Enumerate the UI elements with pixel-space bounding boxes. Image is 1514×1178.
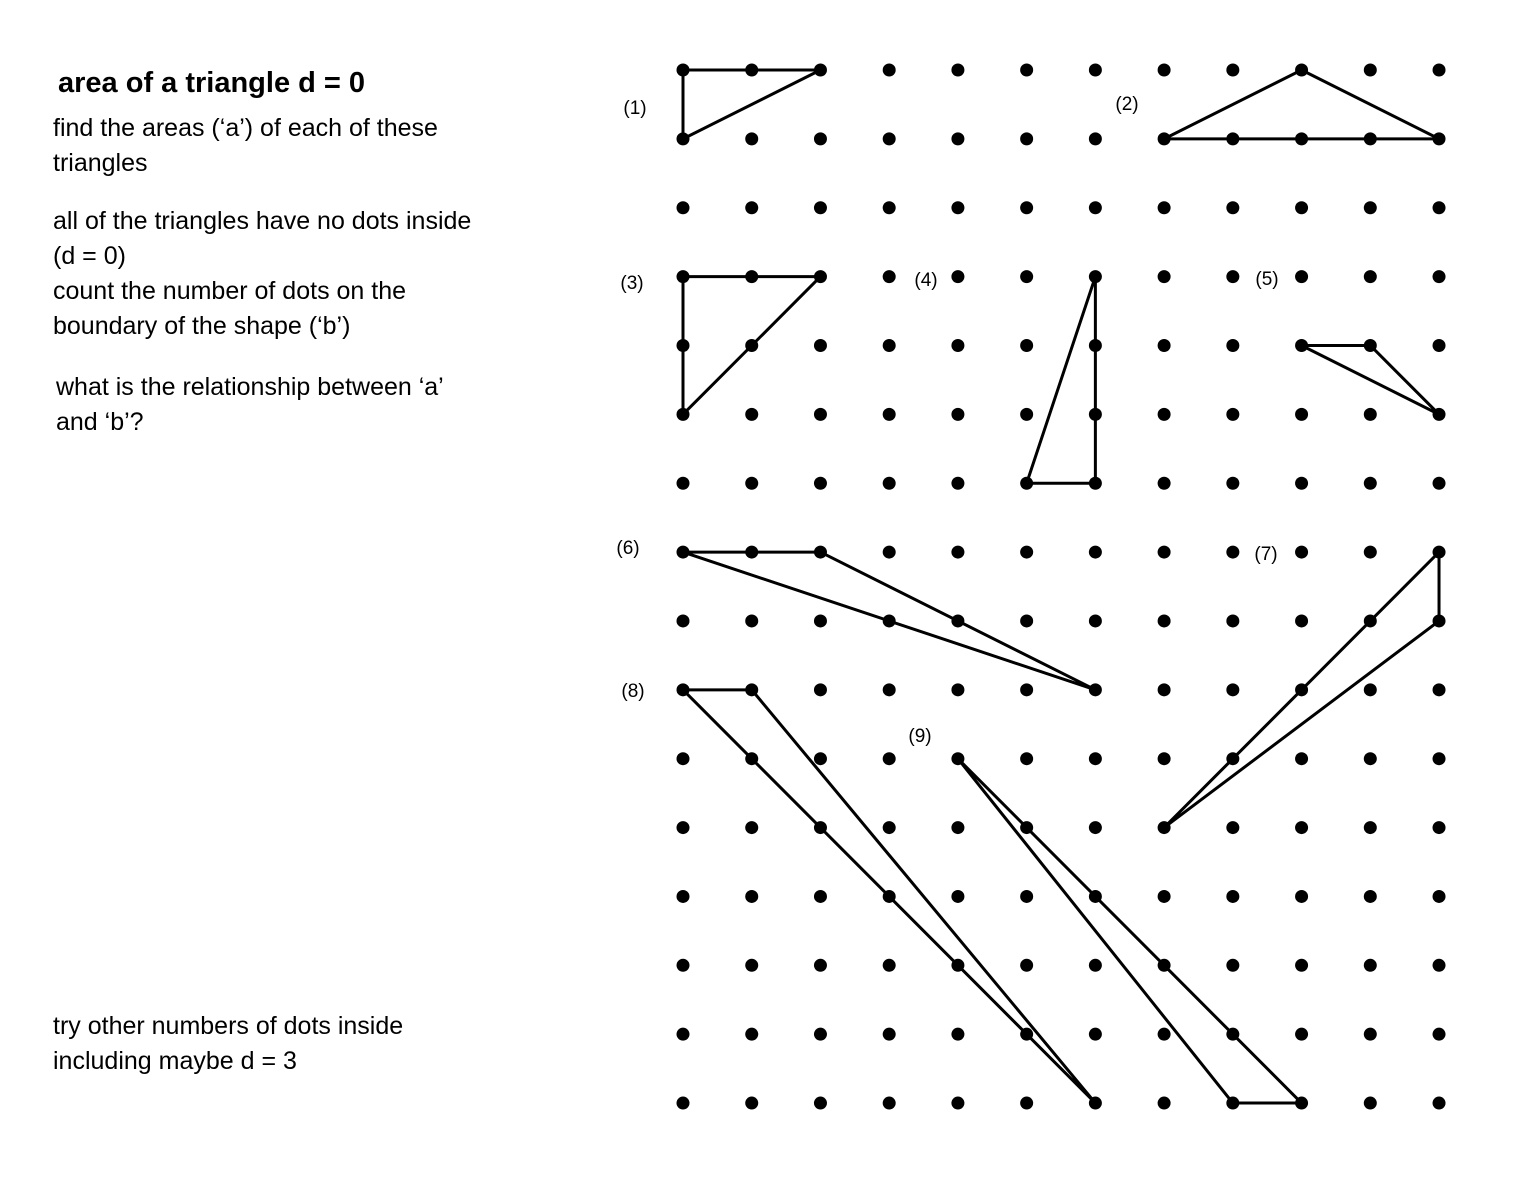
- grid-dot: [745, 890, 758, 903]
- grid-dot: [1433, 959, 1446, 972]
- grid-dot: [1089, 1097, 1102, 1110]
- grid-dot: [1089, 339, 1102, 352]
- grid-dot: [1089, 408, 1102, 421]
- grid-dot: [1020, 132, 1033, 145]
- grid-dot: [1295, 132, 1308, 145]
- triangles: [683, 70, 1439, 1103]
- grid-dot: [745, 1028, 758, 1041]
- grid-dot: [951, 752, 964, 765]
- grid-dot: [1226, 1097, 1239, 1110]
- grid-dot: [677, 477, 690, 490]
- grid-dot: [1020, 752, 1033, 765]
- grid-dot: [883, 890, 896, 903]
- grid-dot: [1433, 201, 1446, 214]
- grid-dot: [1226, 477, 1239, 490]
- grid-dot: [1226, 339, 1239, 352]
- grid-dot: [1433, 64, 1446, 77]
- grid-dot: [1433, 614, 1446, 627]
- grid-dot: [1364, 270, 1377, 283]
- grid-dot: [1020, 1028, 1033, 1041]
- grid-dot: [745, 614, 758, 627]
- grid-dot: [745, 339, 758, 352]
- grid-dot: [951, 821, 964, 834]
- grid-dot: [1158, 339, 1171, 352]
- grid-dot: [1295, 1097, 1308, 1110]
- grid-dot: [1020, 890, 1033, 903]
- grid-dot: [883, 821, 896, 834]
- grid-dot: [1295, 339, 1308, 352]
- grid-dot: [677, 752, 690, 765]
- grid-dot: [1020, 339, 1033, 352]
- grid-dot: [1295, 821, 1308, 834]
- grid-dot: [1433, 821, 1446, 834]
- instruction-line: all of the triangles have no dots inside: [53, 207, 472, 235]
- grid-dot: [677, 959, 690, 972]
- grid-dot: [1089, 959, 1102, 972]
- grid-dot: [1295, 959, 1308, 972]
- grid-dot: [677, 1097, 690, 1110]
- grid-dot: [1433, 683, 1446, 696]
- grid-dot: [677, 614, 690, 627]
- grid-dot: [1020, 201, 1033, 214]
- grid-dot: [1089, 132, 1102, 145]
- instruction-line: try other numbers of dots inside: [53, 1012, 404, 1040]
- grid-dot: [1364, 890, 1377, 903]
- grid-dot: [677, 408, 690, 421]
- grid-dot: [814, 614, 827, 627]
- grid-dot: [883, 683, 896, 696]
- grid-dot: [1020, 821, 1033, 834]
- grid-dot: [677, 64, 690, 77]
- grid-dot: [745, 1097, 758, 1110]
- grid-dot: [814, 477, 827, 490]
- grid-dot: [1226, 683, 1239, 696]
- grid-dot: [1364, 821, 1377, 834]
- grid-dot: [1433, 546, 1446, 559]
- grid-dot: [1433, 752, 1446, 765]
- grid-dot: [814, 64, 827, 77]
- grid-dot: [883, 201, 896, 214]
- instruction-line: and ‘b’?: [56, 408, 144, 436]
- grid-dot: [1089, 546, 1102, 559]
- grid-dot: [951, 546, 964, 559]
- instruction-line: boundary of the shape (‘b’): [53, 312, 351, 340]
- grid-dot: [951, 64, 964, 77]
- grid-dot: [1226, 821, 1239, 834]
- grid-dot: [1089, 614, 1102, 627]
- grid-dot: [745, 270, 758, 283]
- grid-dot: [883, 614, 896, 627]
- grid-dot: [1020, 683, 1033, 696]
- grid-dot: [883, 64, 896, 77]
- grid-dot: [951, 408, 964, 421]
- grid-dot: [1158, 201, 1171, 214]
- grid-dot: [951, 339, 964, 352]
- triangle-5: [1302, 345, 1439, 414]
- grid-dot: [745, 201, 758, 214]
- grid-dots: [677, 64, 1446, 1110]
- grid-dot: [883, 132, 896, 145]
- grid-dot: [1158, 1097, 1171, 1110]
- grid-dot: [745, 821, 758, 834]
- grid-dot: [1364, 201, 1377, 214]
- instruction-line: including maybe d = 3: [53, 1047, 297, 1075]
- grid-dot: [1295, 614, 1308, 627]
- grid-dot: [745, 752, 758, 765]
- grid-dot: [1226, 132, 1239, 145]
- grid-dot: [1020, 1097, 1033, 1110]
- grid-dot: [1158, 752, 1171, 765]
- grid-dot: [883, 477, 896, 490]
- grid-dot: [951, 1028, 964, 1041]
- grid-dot: [883, 546, 896, 559]
- grid-dot: [1089, 752, 1102, 765]
- grid-dot: [1158, 890, 1171, 903]
- grid-dot: [1089, 201, 1102, 214]
- grid-dot: [745, 683, 758, 696]
- grid-dot: [1020, 614, 1033, 627]
- grid-dot: [1089, 890, 1102, 903]
- grid-dot: [745, 408, 758, 421]
- grid-dot: [677, 683, 690, 696]
- grid-dot: [883, 339, 896, 352]
- grid-dot: [951, 132, 964, 145]
- grid-dot: [677, 890, 690, 903]
- grid-dot: [1295, 270, 1308, 283]
- grid-dot: [1226, 752, 1239, 765]
- triangle-label-7: (7): [1254, 544, 1278, 565]
- grid-dot: [1364, 614, 1377, 627]
- grid-dot: [1226, 270, 1239, 283]
- grid-dot: [1295, 201, 1308, 214]
- grid-dot: [1364, 683, 1377, 696]
- grid-dot: [814, 890, 827, 903]
- grid-dot: [814, 201, 827, 214]
- grid-dot: [814, 821, 827, 834]
- grid-dot: [1158, 270, 1171, 283]
- grid-dot: [1020, 270, 1033, 283]
- grid-dot: [951, 890, 964, 903]
- triangle-1: [683, 70, 820, 139]
- grid-dot: [883, 408, 896, 421]
- grid-dot: [814, 546, 827, 559]
- grid-dot: [1020, 408, 1033, 421]
- grid-dot: [1433, 132, 1446, 145]
- instruction-line: count the number of dots on the: [53, 277, 407, 305]
- grid-dot: [1226, 890, 1239, 903]
- grid-dot: [883, 270, 896, 283]
- grid-dot: [951, 683, 964, 696]
- grid-dot: [1089, 683, 1102, 696]
- grid-dot: [814, 270, 827, 283]
- grid-dot: [1158, 546, 1171, 559]
- grid-dot: [814, 959, 827, 972]
- grid-dot: [951, 1097, 964, 1110]
- triangle-label-6: (6): [616, 538, 640, 559]
- grid-dot: [1158, 614, 1171, 627]
- grid-dot: [1295, 683, 1308, 696]
- grid-dot: [1364, 408, 1377, 421]
- grid-dot: [1364, 1028, 1377, 1041]
- grid-dot: [1364, 959, 1377, 972]
- grid-dot: [1158, 821, 1171, 834]
- grid-dot: [1364, 477, 1377, 490]
- grid-dot: [1158, 64, 1171, 77]
- triangle-label-8: (8): [621, 681, 645, 702]
- grid-dot: [1226, 959, 1239, 972]
- grid-dot: [1089, 64, 1102, 77]
- grid-dot: [1433, 1097, 1446, 1110]
- grid-dot: [1295, 890, 1308, 903]
- grid-dot: [883, 1028, 896, 1041]
- page-title: area of a triangle d = 0: [58, 67, 366, 99]
- grid-dot: [1158, 408, 1171, 421]
- grid-dot: [1020, 546, 1033, 559]
- grid-dot: [1364, 339, 1377, 352]
- triangle-4: [1027, 277, 1096, 484]
- grid-dot: [1226, 408, 1239, 421]
- grid-dot: [1226, 1028, 1239, 1041]
- grid-dot: [677, 339, 690, 352]
- grid-dot: [951, 614, 964, 627]
- grid-dot: [814, 683, 827, 696]
- grid-dot: [1226, 546, 1239, 559]
- grid-dot: [1089, 821, 1102, 834]
- grid-dot: [1433, 408, 1446, 421]
- grid-dot: [883, 959, 896, 972]
- grid-dot: [1226, 201, 1239, 214]
- instruction-line: find the areas (‘a’) of each of these: [53, 114, 438, 142]
- grid-dot: [1364, 1097, 1377, 1110]
- grid-dot: [814, 408, 827, 421]
- grid-dot: [814, 339, 827, 352]
- grid-dot: [1295, 477, 1308, 490]
- grid-dot: [1089, 477, 1102, 490]
- grid-dot: [1226, 614, 1239, 627]
- grid-dot: [814, 752, 827, 765]
- grid-dot: [1158, 683, 1171, 696]
- grid-dot: [1433, 1028, 1446, 1041]
- grid-dot: [745, 132, 758, 145]
- grid-dot: [1364, 752, 1377, 765]
- grid-dot: [745, 477, 758, 490]
- grid-dot: [1295, 1028, 1308, 1041]
- grid-dot: [1364, 64, 1377, 77]
- grid-dot: [677, 132, 690, 145]
- grid-dot: [1089, 1028, 1102, 1041]
- grid-dot: [745, 546, 758, 559]
- grid-dot: [814, 1028, 827, 1041]
- triangle-label-5: (5): [1255, 269, 1279, 290]
- grid-dot: [677, 1028, 690, 1041]
- grid-dot: [1020, 959, 1033, 972]
- triangle-9: [958, 759, 1302, 1103]
- grid-dot: [677, 821, 690, 834]
- grid-dot: [1295, 408, 1308, 421]
- grid-dot: [1158, 1028, 1171, 1041]
- grid-dot: [951, 270, 964, 283]
- grid-dot: [1295, 752, 1308, 765]
- grid-dot: [1364, 546, 1377, 559]
- instruction-line: (d = 0): [53, 242, 126, 270]
- grid-dot: [1433, 477, 1446, 490]
- grid-dot: [1433, 270, 1446, 283]
- grid-dot: [814, 132, 827, 145]
- grid-dot: [1158, 132, 1171, 145]
- grid-dot: [883, 1097, 896, 1110]
- triangle-label-3: (3): [620, 273, 644, 294]
- grid-dot: [951, 959, 964, 972]
- grid-dot: [951, 201, 964, 214]
- instruction-line: what is the relationship between ‘a’: [56, 373, 444, 401]
- grid-dot: [1433, 339, 1446, 352]
- grid-dot: [1364, 132, 1377, 145]
- grid-dot: [677, 201, 690, 214]
- grid-dot: [1020, 64, 1033, 77]
- triangle-labels: [616, 94, 1278, 747]
- triangle-label-2: (2): [1115, 94, 1139, 115]
- grid-dot: [1158, 959, 1171, 972]
- grid-dot: [1433, 890, 1446, 903]
- grid-dot: [1158, 477, 1171, 490]
- grid-dot: [1020, 477, 1033, 490]
- grid-dot: [1295, 64, 1308, 77]
- grid-dot: [951, 477, 964, 490]
- grid-dot: [1226, 64, 1239, 77]
- instruction-line: triangles: [53, 149, 148, 177]
- grid-dot: [1089, 270, 1102, 283]
- grid-dot: [883, 752, 896, 765]
- grid-dot: [745, 64, 758, 77]
- triangle-2: [1164, 70, 1439, 139]
- grid-dot: [814, 1097, 827, 1110]
- grid-dot: [677, 270, 690, 283]
- grid-dot: [677, 546, 690, 559]
- grid-dot: [745, 959, 758, 972]
- grid-dot: [1295, 546, 1308, 559]
- triangle-label-4: (4): [914, 270, 938, 291]
- triangle-label-1: (1): [623, 98, 647, 119]
- triangle-label-9: (9): [908, 726, 932, 747]
